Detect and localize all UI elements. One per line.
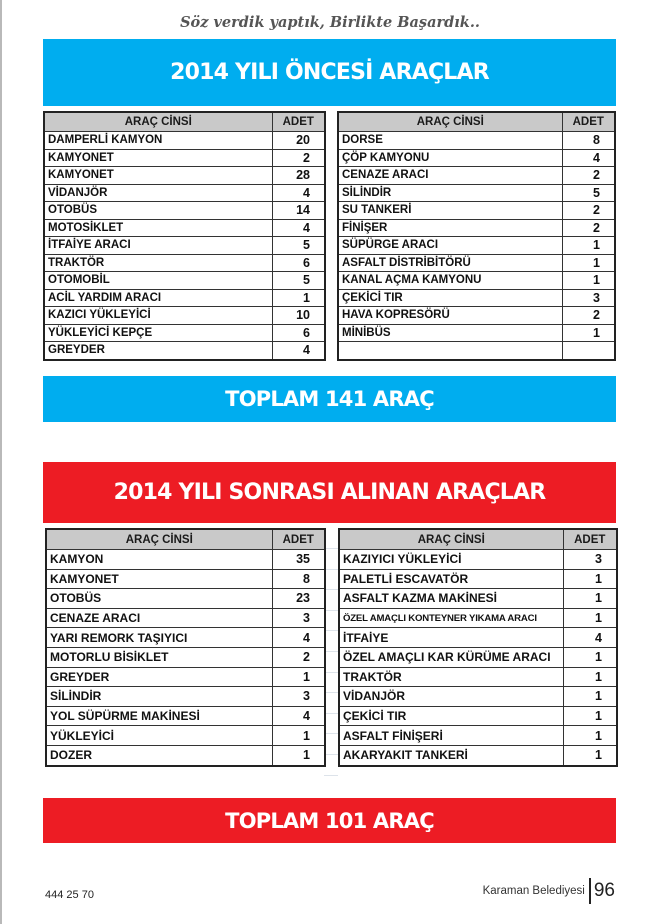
vehicle-type-cell: İTFAİYE [339,628,563,648]
table-row [46,569,325,589]
table-row [44,149,325,167]
count-cell: 1 [563,745,617,765]
vehicle-type-cell: DAMPERLİ KAMYON [44,132,272,150]
vehicle-type-cell: KAZIYICI YÜKLEYİCİ [339,550,563,570]
table-before-2014-right [337,111,616,361]
table-row [338,132,615,150]
vehicle-type-cell: CENAZE ARACI [338,167,562,185]
vehicle-type-cell: GREYDER [44,342,272,360]
vehicle-type-cell: ASFALT KAZMA MAKİNESİ [339,589,563,609]
count-cell: 5 [562,184,615,202]
section-before-2014-title: 2014 YILI ÖNCESİ ARAÇLAR [43,39,616,106]
count-cell: 35 [272,550,325,570]
table-row [44,254,325,272]
vehicle-type-cell: ÖZEL AMAÇLI KAR KÜRÜME ARACI [339,647,563,667]
vehicle-type-cell: KAMYONET [44,149,272,167]
gridline [324,755,338,776]
vehicle-type-cell: KAMYONET [44,167,272,185]
count-cell: 4 [562,149,615,167]
count-cell: 2 [272,149,325,167]
table-row [44,289,325,307]
count-cell: 1 [272,745,325,765]
table-row [46,608,325,628]
footer-organization: Karaman Belediyesi [482,885,585,897]
table-row [339,745,617,765]
count-cell: 3 [272,687,325,707]
count-cell: 4 [272,628,325,648]
table-row [44,132,325,150]
table-row [46,647,325,667]
count-cell: 1 [272,289,325,307]
vehicle-type-cell: PALETLİ ESCAVATÖR [339,569,563,589]
gridline [324,673,338,694]
table-row [44,167,325,185]
table-row [339,647,617,667]
page-edge-rule [0,0,2,924]
table-row [339,687,617,707]
table-row [338,254,615,272]
count-cell: 1 [563,608,617,628]
vehicle-type-cell: MOTOSİKLET [44,219,272,237]
table-row [44,324,325,342]
gridline-gap [324,528,338,776]
column-header-vehicle-type: ARAÇ CİNSİ [44,112,272,132]
table-row [46,589,325,609]
vehicle-type-cell: MİNİBÜS [338,324,562,342]
table-row [44,307,325,325]
gridline [324,652,338,673]
count-cell: 8 [562,132,615,150]
vehicle-type-cell: YÜKLEYİCİ KEPÇE [44,324,272,342]
footer-divider [589,878,591,904]
vehicle-type-cell: OTOMOBİL [44,272,272,290]
vehicle-type-cell: KAZICI YÜKLEYİCİ [44,307,272,325]
count-cell: 20 [272,132,325,150]
count-cell: 5 [272,272,325,290]
count-cell: 2 [562,202,615,220]
count-cell: 28 [272,167,325,185]
vehicle-type-cell: VİDANJÖR [44,184,272,202]
table-row [338,289,615,307]
table-row [46,706,325,726]
column-header-count: ADET [272,529,325,550]
section-after-2014-title: 2014 YILI SONRASI ALINAN ARAÇLAR [43,462,616,523]
table-after-2014-right [338,528,618,767]
vehicle-type-cell: OTOBÜS [44,202,272,220]
count-cell: 4 [563,628,617,648]
vehicle-type-cell: SU TANKERİ [338,202,562,220]
footer-right [483,878,615,904]
count-cell: 4 [272,184,325,202]
table-row [339,569,617,589]
vehicle-type-cell: ÇÖP KAMYONU [338,149,562,167]
table-row [46,726,325,746]
count-cell: 1 [562,237,615,255]
vehicle-type-cell: ÇEKİCİ TIR [339,706,563,726]
count-cell: 1 [562,324,615,342]
count-cell: 14 [272,202,325,220]
vehicle-type-cell: YARI REMORK TAŞIYICI [46,628,272,648]
gridline [324,528,338,549]
table-row [46,628,325,648]
vehicle-type-cell: HAVA KOPRESÖRÜ [338,307,562,325]
count-cell: 3 [562,289,615,307]
gridline [324,570,338,591]
count-cell: 1 [563,726,617,746]
table-row [338,167,615,185]
vehicle-type-cell: ACİL YARDIM ARACI [44,289,272,307]
vehicle-type-cell: İTFAİYE ARACI [44,237,272,255]
vehicle-type-cell: SİLİNDİR [46,687,272,707]
vehicle-type-cell: YÜKLEYİCİ [46,726,272,746]
count-cell: 1 [563,589,617,609]
table-row [338,149,615,167]
vehicle-type-cell: OTOBÜS [46,589,272,609]
vehicle-type-cell: ASFALT FİNİŞERİ [339,726,563,746]
count-cell: 1 [563,647,617,667]
table-row [44,219,325,237]
vehicle-type-cell: DORSE [338,132,562,150]
table-row [338,184,615,202]
count-cell: 3 [272,608,325,628]
gridline [324,693,338,714]
count-cell: 2 [272,647,325,667]
table-row [339,589,617,609]
vehicle-type-cell: CENAZE ARACI [46,608,272,628]
count-cell [562,342,615,360]
table-row [339,608,617,628]
column-header-count: ADET [272,112,325,132]
table-row [44,237,325,255]
gridline [324,549,338,570]
count-cell: 1 [272,667,325,687]
table-row [46,667,325,687]
gridline [324,631,338,652]
count-cell: 1 [562,272,615,290]
vehicle-type-cell: TRAKTÖR [339,667,563,687]
table-row [339,550,617,570]
count-cell: 23 [272,589,325,609]
count-cell: 2 [562,167,615,185]
column-header-vehicle-type: ARAÇ CİNSİ [339,529,563,550]
vehicle-type-cell: KAMYON [46,550,272,570]
column-header-count: ADET [563,529,617,550]
footer-phone: 444 25 70 [45,889,94,901]
vehicle-type-cell: KAMYONET [46,569,272,589]
table-row [44,342,325,360]
gridline [324,590,338,611]
vehicle-type-cell: ASFALT DİSTRİBİTÖRÜ [338,254,562,272]
vehicle-type-cell: MOTORLU BİSİKLET [46,647,272,667]
vehicle-type-cell: SİLİNDİR [338,184,562,202]
section-before-2014-total: TOPLAM 141 ARAÇ [43,376,616,422]
vehicle-type-cell: VİDANJÖR [339,687,563,707]
vehicle-type-cell: GREYDER [46,667,272,687]
vehicle-type-cell: DOZER [46,745,272,765]
column-header-vehicle-type: ARAÇ CİNSİ [338,112,562,132]
count-cell: 1 [563,706,617,726]
page-tagline: Söz verdik yaptık, Birlikte Başardık.. [180,14,480,31]
table-row [338,342,615,360]
table-row [339,706,617,726]
count-cell: 6 [272,324,325,342]
table-row [338,202,615,220]
vehicle-type-cell: TRAKTÖR [44,254,272,272]
count-cell: 1 [562,254,615,272]
table-row [339,726,617,746]
table-row [44,184,325,202]
count-cell: 4 [272,706,325,726]
table-row [44,202,325,220]
table-row [46,745,325,765]
vehicle-type-cell [338,342,562,360]
table-row [339,628,617,648]
table-row [338,219,615,237]
count-cell: 1 [563,687,617,707]
table-before-2014-left [43,111,326,361]
table-row [46,550,325,570]
gridline [324,734,338,755]
count-cell: 2 [562,219,615,237]
vehicle-type-cell: ÇEKİCİ TIR [338,289,562,307]
count-cell: 1 [272,726,325,746]
gridline [324,611,338,632]
gridline [324,714,338,735]
column-header-count: ADET [562,112,615,132]
vehicle-type-cell: AKARYAKIT TANKERİ [339,745,563,765]
vehicle-type-cell: SÜPÜRGE ARACI [338,237,562,255]
table-row [338,272,615,290]
count-cell: 4 [272,219,325,237]
count-cell: 6 [272,254,325,272]
vehicle-type-cell: ÖZEL AMAÇLI KONTEYNER YIKAMA ARACI [339,608,563,628]
section-after-2014-total: TOPLAM 101 ARAÇ [43,798,616,843]
vehicle-type-cell: FİNİŞER [338,219,562,237]
table-row [338,237,615,255]
count-cell: 4 [272,342,325,360]
count-cell: 2 [562,307,615,325]
table-row [46,687,325,707]
column-header-vehicle-type: ARAÇ CİNSİ [46,529,272,550]
table-row [338,307,615,325]
count-cell: 5 [272,237,325,255]
table-row [44,272,325,290]
count-cell: 8 [272,569,325,589]
count-cell: 1 [563,569,617,589]
count-cell: 3 [563,550,617,570]
vehicle-type-cell: YOL SÜPÜRME MAKİNESİ [46,706,272,726]
table-row [338,324,615,342]
page-number: 96 [593,880,615,901]
table-after-2014-left [45,528,326,767]
vehicle-type-cell: KANAL AÇMA KAMYONU [338,272,562,290]
table-row [339,667,617,687]
count-cell: 10 [272,307,325,325]
count-cell: 1 [563,667,617,687]
